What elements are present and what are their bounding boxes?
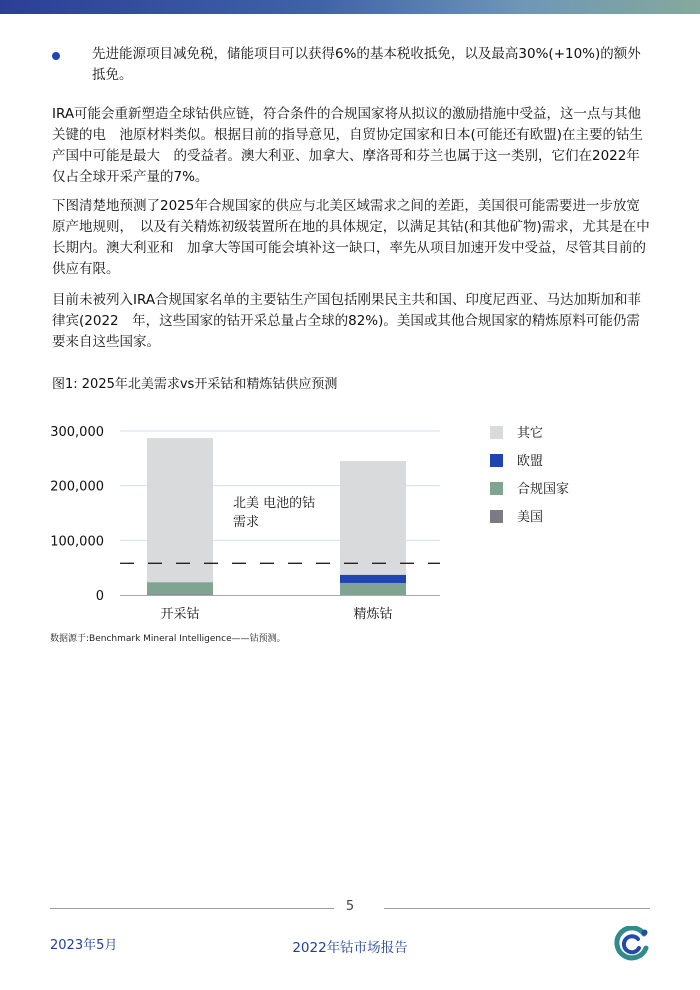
- bar-segment: [147, 438, 213, 582]
- bar-segment: [147, 594, 213, 595]
- demand-line-label: 北美 电池的钴需求: [233, 496, 316, 530]
- header-gradient-bar: [0, 0, 700, 14]
- legend-label: 其它: [517, 426, 544, 441]
- figure-source: 数据源于:Benchmark Mineral Intelligence——钴预测。: [50, 634, 286, 644]
- bullet-dot-icon: [52, 52, 60, 60]
- bar-segment: [147, 582, 213, 594]
- legend-swatch: [490, 454, 503, 467]
- legend-label: 美国: [517, 510, 544, 525]
- footer-report-title: 2022年钴市场报告: [292, 940, 408, 956]
- paragraph-ira-supply-chain: IRA可能会重新塑造全球钴供应链，符合条件的合规国家将从拟议的激励措施中受益，这一点与其他关键的电 池原材料类似。根据目前的指导意见，自贸协定国家和日本(可能还有欧盟)在主要的钴生产国中可能是最大 的受益者。澳大利亚、加拿大、摩洛哥和芬兰也属于这一类别，它们在2022年仅占全球开采产量的7%。: [52, 106, 644, 185]
- bar-segment: [340, 583, 406, 595]
- bullet-text: 先进能源项目减免税，储能项目可以获得6%的基本税收抵免，以及最高30%(+10%)的额外抵免。: [92, 46, 641, 83]
- y-tick-label: 300,000: [50, 425, 104, 440]
- y-tick-label: 200,000: [50, 479, 104, 495]
- legend-swatch: [490, 510, 503, 523]
- chart-canvas: [40, 410, 660, 635]
- company-logo-icon: [614, 926, 650, 962]
- figure-title: 图1: 2025年北美需求vs开采钴和精炼钴供应预测: [52, 377, 338, 392]
- bar-segment: [340, 461, 406, 575]
- cobalt-supply-chart: [40, 410, 660, 635]
- y-tick-label: 0: [95, 589, 104, 604]
- bar-segment: [340, 575, 406, 583]
- x-tick-label: 精炼钴: [353, 607, 393, 622]
- paragraph-non-compliant-producers: 目前未被列入IRA合规国家名单的主要钴生产国包括刚果民主共和国、印度尼西亚、马达加斯加和菲律宾(2022 年，这些国家的钴开采总量占全球的82%)。美国或其他合规国家的精炼原料可能仍需要来自这些国家。: [52, 292, 642, 350]
- paragraph-supply-gap: 下图清楚地预测了2025年合规国家的供应与北美区域需求之间的差距，美国很可能需要进一步放宽原产地规则， 以及有关精炼初级装置所在地的具体规定，以满足其钴(和其他矿物)需求，尤其是在中长期内。澳大利亚和 加拿大等国可能会填补这一缺口，率先从项目加速开发中受益，尽管其目前的供应有限。: [52, 198, 650, 277]
- legend-swatch: [490, 426, 503, 439]
- legend-label: 欧盟: [517, 454, 544, 469]
- footer-date: 2023年5月: [50, 938, 118, 953]
- legend-label: 合规国家: [517, 482, 570, 497]
- page-number: 5: [345, 899, 355, 914]
- x-tick-label: 开采钴: [160, 607, 200, 622]
- legend-swatch: [490, 482, 503, 495]
- y-tick-label: 100,000: [50, 534, 104, 550]
